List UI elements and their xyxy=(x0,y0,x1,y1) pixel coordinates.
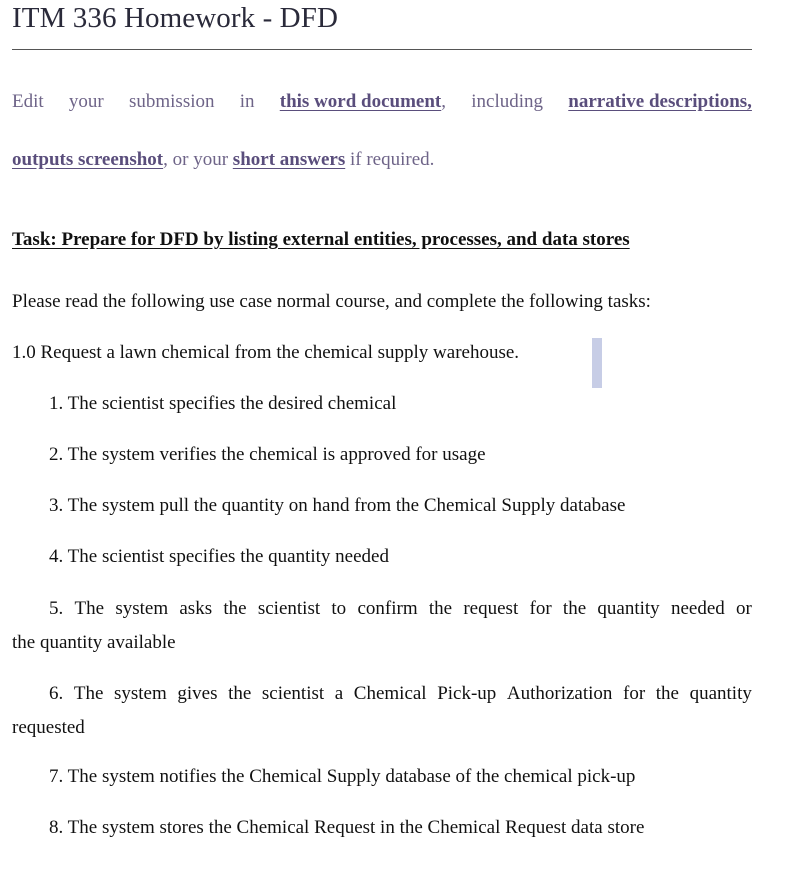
intro-text: , or your xyxy=(163,149,233,170)
step-number: 7. xyxy=(49,766,64,787)
step-number: 2. xyxy=(49,444,64,465)
step-text: The scientist specifies the quantity needed xyxy=(67,546,389,567)
use-case-step xyxy=(49,444,486,466)
step-number: 1. xyxy=(49,393,64,414)
step-number: 8. xyxy=(49,817,64,838)
intro-word: including xyxy=(471,91,544,112)
step-text: The system pull the quantity on hand from the Chemical Supply database xyxy=(67,495,626,516)
step-word: system xyxy=(113,683,167,704)
step-number: 3. xyxy=(49,495,64,516)
intro-text: if required. xyxy=(345,149,435,170)
step-text: The system notifies the Chemical Supply database of the chemical pick-up xyxy=(67,766,636,787)
step-text: The scientist specifies the desired chemical xyxy=(67,393,397,414)
step-word: a xyxy=(334,683,344,704)
use-case-title: 1.0 Request a lawn chemical from the chemical supply warehouse. xyxy=(12,342,520,363)
step-number: 4. xyxy=(49,546,64,567)
instruction-text: Please read the following use case normal course, and complete the following tasks: xyxy=(12,291,651,312)
intro-link1-group xyxy=(280,91,446,113)
step-line-2: requested xyxy=(12,717,85,738)
step-word: the xyxy=(228,683,252,704)
short-answers-link[interactable]: short answers xyxy=(232,149,346,170)
title-divider xyxy=(12,49,752,50)
document-title: ITM 336 Homework - DFD xyxy=(12,2,339,34)
step-word: or xyxy=(736,598,752,619)
intro-line-1 xyxy=(12,91,752,113)
step-word: the xyxy=(223,598,247,619)
step-word: scientist xyxy=(257,598,321,619)
step-word: system xyxy=(115,598,169,619)
step-word: Pick-up xyxy=(437,683,497,704)
task-heading: Task: Prepare for DFD by listing external entities, processes, and data stores xyxy=(12,229,630,250)
use-case-step xyxy=(12,677,752,745)
intro-line-2 xyxy=(12,149,752,171)
narrative-descriptions-link[interactable]: narrative descriptions, xyxy=(568,91,752,112)
step-word: gives xyxy=(177,683,218,704)
use-case-step xyxy=(12,592,752,660)
use-case-step xyxy=(49,766,635,788)
word-document-link[interactable]: this word document xyxy=(279,91,442,112)
step-word: Authorization xyxy=(506,683,613,704)
intro-word: submission xyxy=(128,91,215,112)
step-line-1 xyxy=(12,677,752,711)
intro-word: Edit xyxy=(12,91,44,112)
step-word: Chemical xyxy=(353,683,427,704)
step-word: for xyxy=(623,683,646,704)
step-line-2: the quantity available xyxy=(12,632,176,653)
step-word: the xyxy=(655,683,679,704)
use-case-step xyxy=(49,495,625,517)
step-text: The system stores the Chemical Request in the Chemical Request data store xyxy=(67,817,645,838)
step-word: confirm xyxy=(357,598,418,619)
step-line-1 xyxy=(12,592,752,626)
use-case-step xyxy=(49,817,644,839)
step-word: The xyxy=(74,598,105,619)
step-word: the xyxy=(428,598,453,619)
step-word: The xyxy=(73,683,104,704)
step-word: request xyxy=(463,598,519,619)
step-word: for xyxy=(529,598,552,619)
step-number: 5. xyxy=(49,598,64,619)
step-word: quantity xyxy=(597,598,660,619)
step-word: needed xyxy=(670,598,725,619)
step-word: the xyxy=(562,598,587,619)
use-case-step xyxy=(49,546,389,568)
intro-comma: , xyxy=(441,91,447,112)
step-text: The system verifies the chemical is approved for usage xyxy=(67,444,486,465)
step-number: 6. xyxy=(49,683,64,704)
use-case-step xyxy=(49,393,396,415)
outputs-screenshot-link[interactable]: outputs screenshot xyxy=(12,149,164,170)
step-word: to xyxy=(331,598,347,619)
step-word: scientist xyxy=(261,683,325,704)
text-cursor-highlight xyxy=(592,338,602,388)
step-word: asks xyxy=(179,598,213,619)
step-word: quantity xyxy=(689,683,752,704)
intro-word: your xyxy=(68,91,104,112)
intro-word: in xyxy=(239,91,255,112)
